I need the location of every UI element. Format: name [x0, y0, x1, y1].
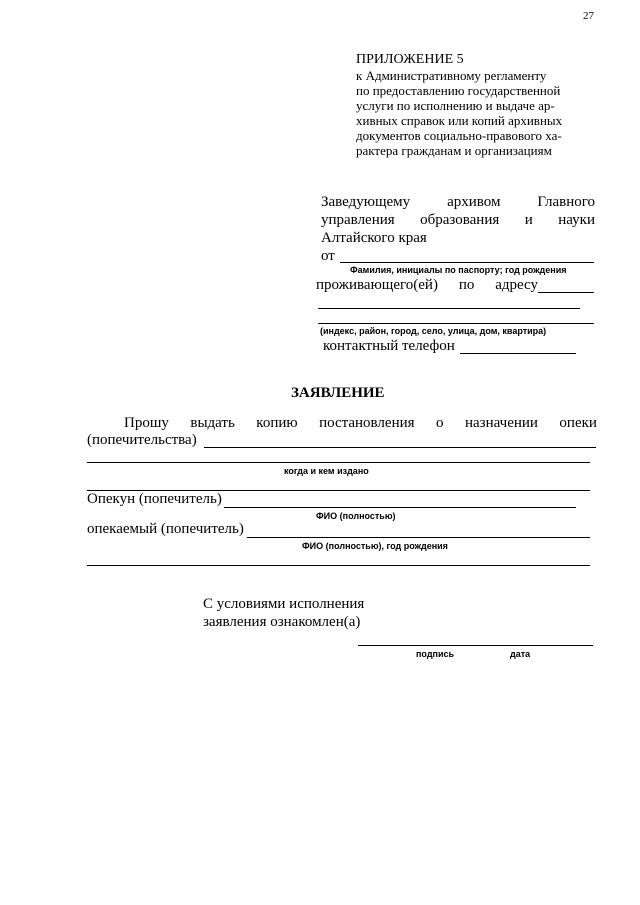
from-hint: Фамилия, инициалы по паспорту; год рождения: [350, 265, 567, 275]
word: адресу: [495, 277, 538, 293]
order-field[interactable]: [204, 447, 596, 448]
statement-line-1: [124, 415, 597, 432]
signature-date-field[interactable]: [358, 645, 593, 646]
statement-line-2: (попечительства): [87, 432, 197, 448]
word: о: [436, 415, 444, 431]
appendix-line: услуги по исполнению и выдаче ар-: [356, 98, 555, 113]
appendix-line: к Административному регламенту: [356, 68, 547, 83]
signature-label: подпись: [416, 649, 455, 659]
addressee-line-1: [321, 194, 595, 211]
guardian-field[interactable]: [224, 507, 576, 508]
when-hint: когда и кем издано: [284, 466, 369, 476]
address-field-2[interactable]: [318, 308, 580, 309]
word: управления: [321, 212, 395, 228]
addressee-line-2: [321, 212, 595, 229]
word: архивом: [447, 194, 501, 210]
from-label: от: [321, 248, 335, 264]
word: постановления: [319, 415, 415, 431]
ack-line-1: С условиями исполнения: [203, 596, 365, 612]
word: выдать: [190, 415, 235, 431]
residing-line: [316, 277, 538, 294]
word: и: [524, 212, 533, 228]
address-field-3[interactable]: [318, 323, 594, 324]
word: науки: [558, 212, 595, 228]
word: образования: [420, 212, 500, 228]
date-label: дата: [510, 649, 531, 659]
word: по: [458, 277, 475, 293]
address-field[interactable]: [538, 292, 594, 293]
ward-field[interactable]: [247, 537, 590, 538]
guardian-hint: ФИО (полностью): [316, 511, 396, 521]
word: назначении: [464, 415, 538, 431]
guardian-label: Опекун (попечитель): [87, 491, 222, 507]
word: Заведующему: [321, 194, 411, 210]
ward-label: опекаемый (попечитель): [87, 521, 244, 537]
address-hint: (индекс, район, город, село, улица, дом, квартира): [320, 326, 547, 336]
appendix-line: документов социально-правового ха-: [356, 128, 562, 143]
appendix-title: ПРИЛОЖЕНИЕ 5: [356, 52, 464, 67]
appendix-line: по предоставлению государственной: [356, 83, 561, 98]
statement-title: ЗАЯВЛЕНИЕ: [291, 385, 385, 401]
page-number: 27: [583, 10, 594, 22]
addressee-line-3: Алтайского края: [321, 230, 427, 246]
appendix-line: рактера гражданам и организациям: [356, 143, 552, 158]
word: Прошу: [124, 415, 169, 431]
phone-field[interactable]: [460, 353, 576, 354]
word: опеки: [559, 415, 597, 431]
order-field-2[interactable]: [87, 462, 590, 463]
word: Главного: [537, 194, 595, 210]
word: проживающего(ей): [316, 277, 438, 293]
ward-hint: ФИО (полностью), год рождения: [302, 541, 448, 551]
phone-label: контактный телефон: [323, 338, 455, 354]
from-field[interactable]: [340, 262, 594, 263]
ward-field-2[interactable]: [87, 565, 590, 566]
ack-line-2: заявления ознакомлен(а): [203, 614, 361, 630]
appendix-line: хивных справок или копий архивных: [356, 113, 563, 128]
word: копию: [256, 415, 298, 431]
